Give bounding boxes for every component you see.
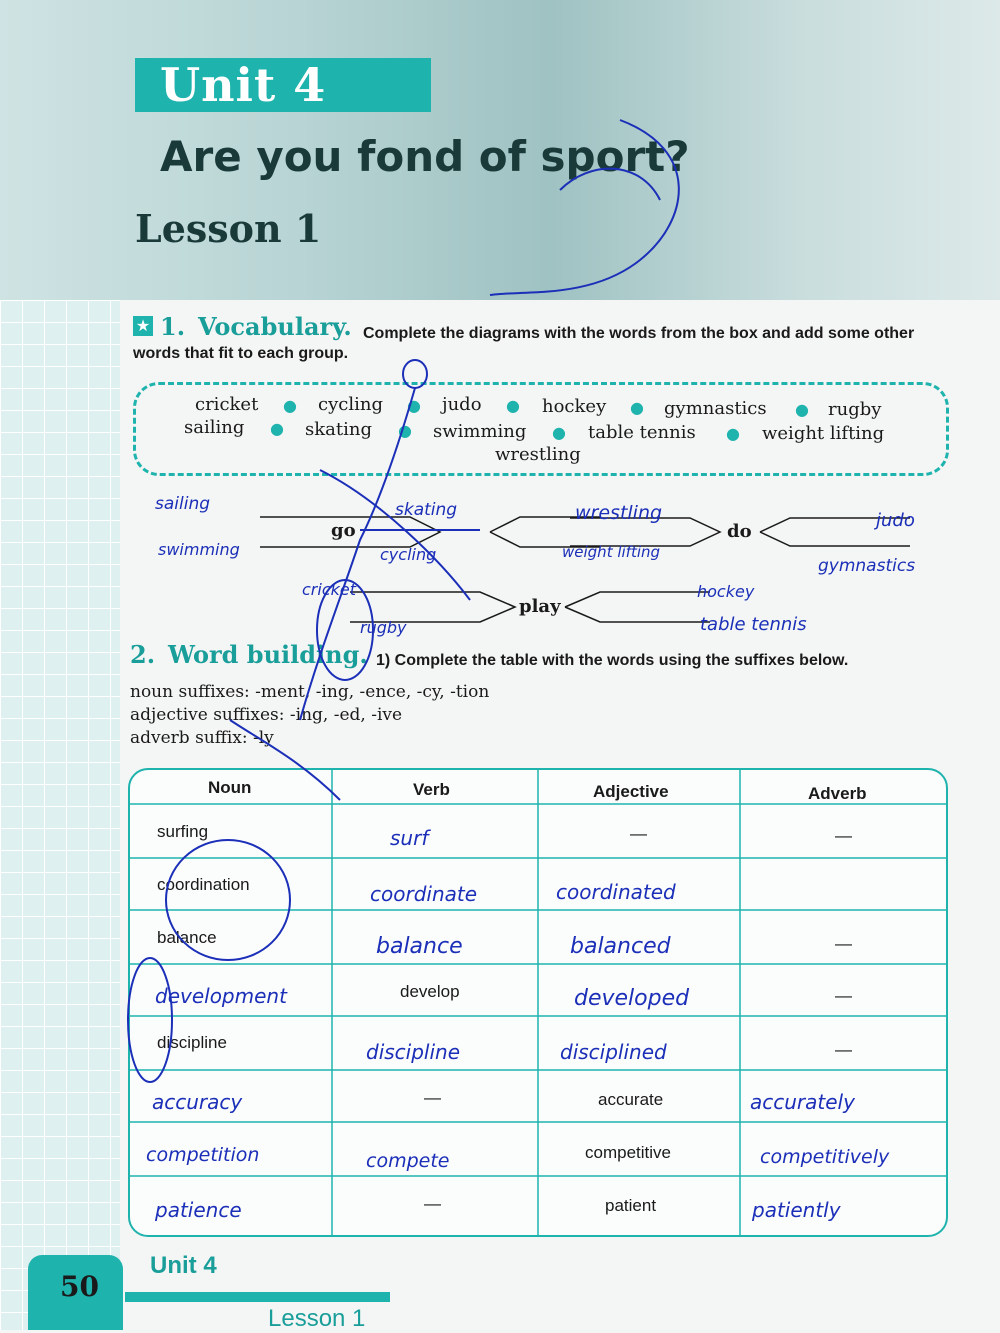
do-verb: do	[727, 521, 752, 542]
table-cell-adjective: competitive	[585, 1143, 671, 1162]
handwritten-answer: cycling	[380, 545, 437, 564]
box-word: judo	[442, 394, 482, 415]
exercise2-instruction: 1) Complete the table with the words using the suffixes below.	[376, 652, 849, 669]
handwritten-answer: table tennis	[700, 614, 807, 635]
handwritten-answer: wrestling	[575, 502, 663, 524]
bullet-icon: ●	[270, 419, 284, 438]
handwritten-answer: judo	[876, 510, 915, 531]
table-cell-noun: discipline	[157, 1033, 227, 1052]
handwritten-answer: compete	[366, 1150, 450, 1172]
handwritten-answer: gymnastics	[818, 556, 916, 576]
handwritten-answer: patience	[155, 1198, 242, 1222]
handwritten-answer: balanced	[570, 934, 671, 959]
adverb-suffix: adverb suffix: -ly	[130, 728, 274, 748]
exercise1-heading: Vocabulary.	[198, 312, 352, 341]
table-cell-adverb: —	[835, 934, 852, 953]
table-cell-adverb: —	[835, 986, 852, 1005]
handwritten-answer: accurately	[750, 1090, 855, 1114]
adjective-suffixes: adjective suffixes: -ing, -ed, -ive	[130, 705, 403, 725]
box-word: rugby	[828, 399, 882, 420]
footer-unit: Unit 4	[150, 1252, 217, 1279]
footer-line	[125, 1292, 390, 1302]
bullet-icon: ●	[407, 396, 421, 415]
box-word: sailing	[184, 417, 245, 438]
footer-lesson: Lesson 1	[268, 1305, 366, 1332]
bullet-icon: ●	[552, 423, 566, 442]
table-cell-adjective: patient	[605, 1196, 657, 1215]
handwritten-answer: discipline	[366, 1040, 461, 1064]
star-icon: ★	[133, 316, 153, 336]
unit-title: Unit 4	[160, 58, 327, 112]
bullet-icon: ●	[726, 424, 740, 443]
exercise1-instruction: Complete the diagrams with the words from the box and add some other words that fit to each group.	[133, 325, 915, 362]
handwritten-answer: balance	[376, 934, 463, 959]
box-word: weight lifting	[762, 423, 885, 444]
handwritten-answer: sailing	[155, 494, 211, 514]
handwritten-answer: development	[155, 984, 287, 1008]
table-header-verb: Verb	[413, 780, 450, 799]
box-word: table tennis	[588, 422, 696, 443]
handwritten-answer: patiently	[752, 1198, 841, 1222]
box-word: cricket	[195, 394, 259, 415]
bullet-icon: ●	[795, 400, 809, 419]
handwritten-answer: surf	[390, 826, 429, 850]
handwritten-answer: coordinate	[370, 882, 478, 906]
handwritten-answer: developed	[574, 986, 690, 1011]
handwritten-answer: cricket	[302, 580, 356, 599]
table-cell-verb: —	[424, 1088, 441, 1107]
table-cell-adverb: —	[835, 826, 852, 845]
noun-suffixes: noun suffixes: -ment, -ing, -ence, -cy, -tion	[130, 682, 490, 702]
table-cell-noun: coordination	[157, 875, 250, 894]
table-cell-noun: surfing	[157, 822, 209, 841]
play-verb: play	[519, 596, 561, 617]
handwritten-answer: disciplined	[560, 1040, 667, 1064]
bullet-icon: ●	[506, 396, 520, 415]
box-word: cycling	[318, 394, 383, 415]
handwritten-answer: coordinated	[556, 880, 676, 904]
box-word: hockey	[542, 396, 607, 417]
box-word: swimming	[433, 421, 527, 442]
table-cell-noun: balance	[157, 928, 217, 947]
bullet-icon: ●	[283, 396, 297, 415]
lesson-title: Lesson 1	[135, 206, 322, 251]
exercise2-heading: Word building.	[168, 640, 368, 669]
handwritten-answer: accuracy	[152, 1090, 243, 1114]
go-verb: go	[331, 520, 356, 541]
table-header-adjective: Adjective	[593, 782, 669, 801]
handwritten-answer: competitively	[760, 1146, 890, 1168]
table-cell-verb: —	[424, 1194, 441, 1213]
handwritten-answer: hockey	[697, 582, 755, 601]
handwritten-answer: rugby	[360, 618, 407, 637]
table-cell-adjective: —	[630, 824, 647, 843]
handwritten-answer: skating	[395, 500, 458, 520]
table-header-noun: Noun	[208, 778, 252, 797]
table-header-adverb: Adverb	[808, 784, 867, 803]
box-word: wrestling	[495, 444, 581, 465]
page-title: Are you fond of sport?	[160, 132, 690, 181]
exercise2-number: 2.	[130, 640, 156, 669]
page-number: 50	[60, 1270, 99, 1303]
table-cell-adverb: —	[835, 1040, 852, 1059]
handwritten-answer: competition	[146, 1144, 260, 1166]
table-cell-adjective: accurate	[598, 1090, 664, 1109]
box-word: skating	[305, 419, 372, 440]
box-word: gymnastics	[664, 398, 767, 419]
handwritten-answer: weight lifting	[562, 543, 661, 561]
bullet-icon: ●	[630, 398, 644, 417]
bullet-icon: ●	[398, 421, 412, 440]
exercise1-number: 1.	[160, 312, 186, 341]
handwritten-answer: swimming	[158, 540, 240, 559]
table-cell-verb: develop	[400, 982, 460, 1001]
